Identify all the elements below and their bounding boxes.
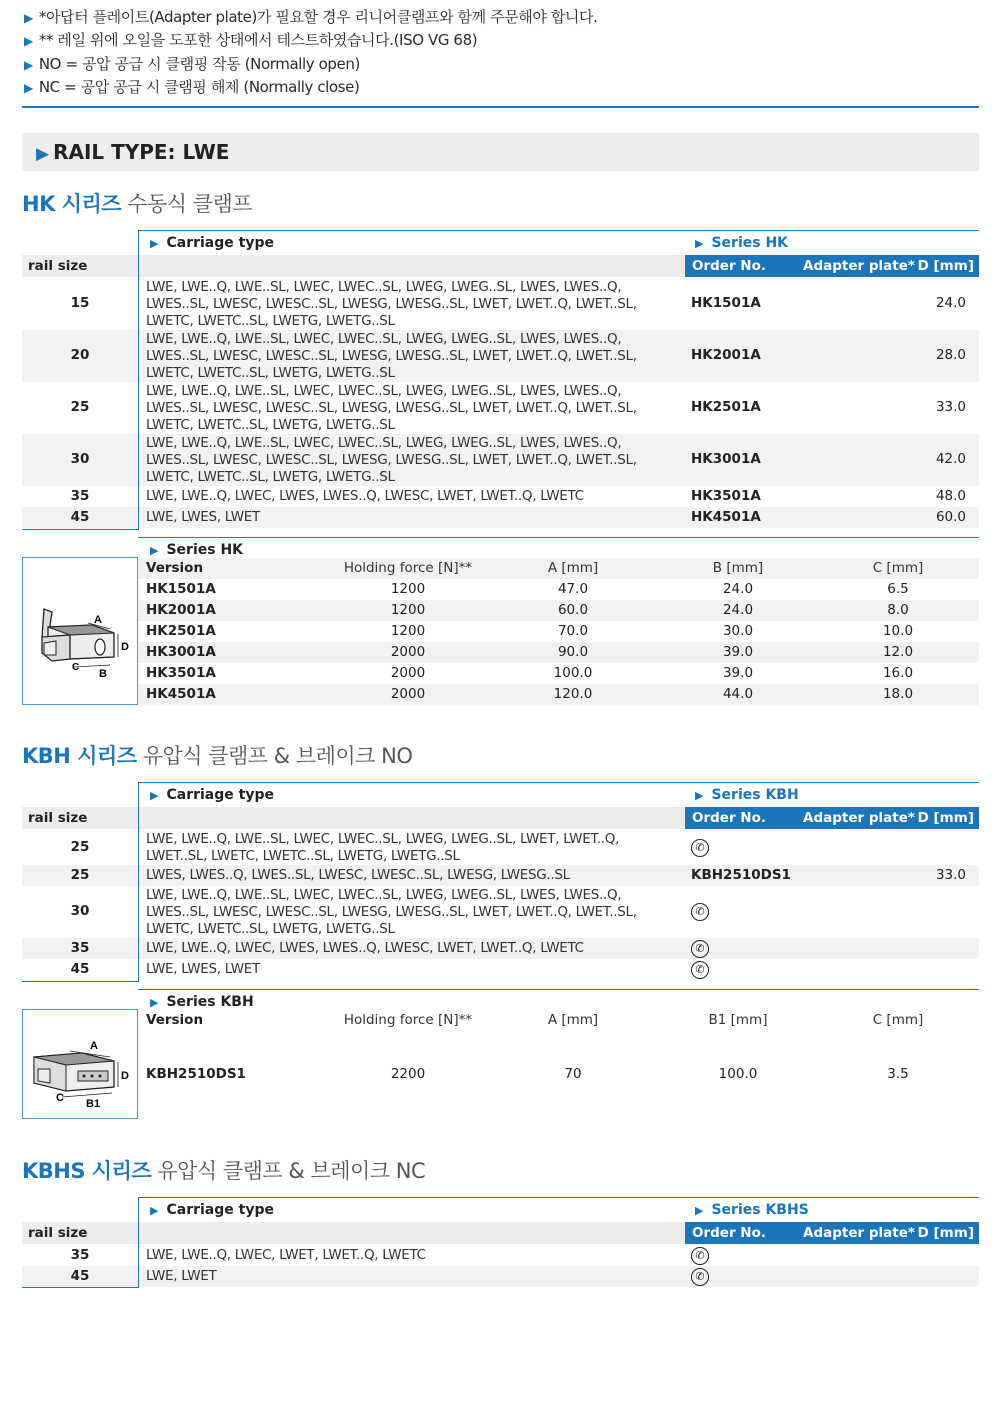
table-row xyxy=(22,382,979,434)
carriage-types-cell: LWE, LWE..Q, LWE..SL, LWEC, LWEC..SL, LWEG, LWEG..SL, LWET, LWET..Q, LWET..SL, LWETC, LWETC..SL, LWETG, LWETG..SL xyxy=(146,831,620,864)
version-row xyxy=(138,642,979,663)
carriage-types-cell: LWE, LWES, LWET xyxy=(146,509,260,525)
rail-size-cell: 35 xyxy=(70,1247,90,1263)
table-header: ▶ Carriage type ▶ Series HK xyxy=(138,230,979,254)
note: ▶ ** 레일 위에 오일을 도포한 상태에서 테스트하였습니다.(ISO VG 68) xyxy=(24,31,478,50)
version-cell: 47.0 xyxy=(557,581,589,597)
hk-clamp-diagram xyxy=(22,557,138,705)
version-cell: 100.0 xyxy=(553,665,593,681)
version-cell: 60.0 xyxy=(557,602,589,618)
carriage-types-cell: LWE, LWE..Q, LWE..SL, LWEC, LWEC..SL, LWEG, LWEG..SL, LWES, LWES..Q, LWES..SL, LWESC, LWESC..SL, LWESG, LWESG..SL, LWET, LWET..Q, LWET..SL, LWETC, LWETC..SL, LWETG, LWETG..SL xyxy=(146,435,637,485)
note: ▶ NO = 공압 공급 시 클램핑 작동 (Normally open) xyxy=(24,54,360,73)
table-header: ▶ Series KBH xyxy=(138,989,979,1013)
clamp-drawing xyxy=(22,557,138,705)
version-cell: HK3001A xyxy=(146,644,216,660)
d-mm-cell: 28.0 xyxy=(935,347,966,363)
phone-icon: ✆ xyxy=(691,1247,709,1265)
version-row xyxy=(138,684,979,705)
carriage-types-cell: LWE, LWE..Q, LWE..SL, LWEC, LWEC..SL, LWEG, LWEG..SL, LWES, LWES..Q, LWES..SL, LWESC, LWESC..SL, LWESG, LWESG..SL, LWET, LWET..Q, LWET..SL, LWETC, LWETC..SL, LWETG, LWETG..SL xyxy=(146,331,637,381)
d-mm-cell: 33.0 xyxy=(935,399,966,415)
carriage-types-cell: LWE, LWE..Q, LWE..SL, LWEC, LWEC..SL, LWEG, LWEG..SL, LWES, LWES..Q, LWES..SL, LWESC, LWESC..SL, LWESG, LWESG..SL, LWET, LWET..Q, LWET..SL, LWETC, LWETC..SL, LWETG, LWETG..SL xyxy=(146,887,637,937)
version-cell: HK1501A xyxy=(146,581,216,597)
triangle-icon: ▶ xyxy=(24,81,33,96)
dim-label-a: A xyxy=(90,1040,98,1052)
version-header-row: Version Holding force [N]** A [mm] B1 [mm] C [mm] xyxy=(146,1012,924,1028)
dim-label-a: A xyxy=(94,614,102,626)
dim-label-c: C xyxy=(56,1092,64,1104)
rail-size-cell: 25 xyxy=(70,399,90,415)
notes xyxy=(24,6,979,100)
table-row xyxy=(22,486,979,507)
version-cell: 16.0 xyxy=(882,665,914,681)
version-row: KBH2510DS1 2200 70 100.0 3.5 xyxy=(146,1066,909,1082)
triangle-icon: ▶ xyxy=(695,1204,704,1217)
triangle-icon: ▶ xyxy=(36,144,50,164)
carriage-types-cell: LWE, LWE..Q, LWEC, LWES, LWES..Q, LWESC, LWET, LWET..Q, LWETC xyxy=(146,940,584,956)
divider xyxy=(138,1197,139,1288)
version-row xyxy=(138,621,979,642)
kbhs-section-title: KBHS 시리즈 유압식 클램프 & 브레이크 NC xyxy=(22,1159,426,1183)
version-cell: 10.0 xyxy=(882,623,914,639)
version-row xyxy=(138,579,979,600)
d-mm-cell: 33.0 xyxy=(935,867,966,883)
triangle-icon: ▶ xyxy=(150,789,159,802)
note: ▶ NC = 공압 공급 시 클램핑 해제 (Normally close) xyxy=(24,78,360,97)
version-cell: 24.0 xyxy=(722,581,754,597)
triangle-icon: ▶ xyxy=(24,57,33,72)
d-mm-cell: 60.0 xyxy=(935,509,966,525)
d-mm-cell: 24.0 xyxy=(935,295,966,311)
order-no-cell: HK2501A xyxy=(691,399,761,415)
rail-size-cell: 45 xyxy=(70,1268,90,1284)
phone-icon: ✆ xyxy=(691,940,709,958)
rail-size-cell: 30 xyxy=(70,451,90,467)
version-cell: 30.0 xyxy=(722,623,754,639)
hk-version-table xyxy=(22,537,979,705)
version-cell: HK2501A xyxy=(146,623,216,639)
table-row xyxy=(22,865,979,886)
table-subheader: rail size Order No. Adapter plate* D [mm] xyxy=(22,807,979,829)
version-cell: 24.0 xyxy=(722,602,754,618)
table-row xyxy=(22,886,979,938)
rail-type-banner: ▶ RAIL TYPE: LWE xyxy=(22,133,979,171)
triangle-icon: ▶ xyxy=(150,996,159,1009)
carriage-types-cell: LWE, LWE..Q, LWEC, LWES, LWES..Q, LWESC, LWET, LWET..Q, LWETC xyxy=(146,488,584,504)
dim-label-d: D xyxy=(121,1070,129,1082)
table-row xyxy=(22,938,979,959)
version-row xyxy=(138,663,979,684)
kbh-clamp-diagram xyxy=(22,1009,138,1119)
version-cell: HK3501A xyxy=(146,665,216,681)
carriage-types-cell: LWE, LWE..Q, LWE..SL, LWEC, LWEC..SL, LWEG, LWEG..SL, LWES, LWES..Q, LWES..SL, LWESC, LWESC..SL, LWESG, LWESG..SL, LWET, LWET..Q, LWET..SL, LWETC, LWETC..SL, LWETG, LWETG..SL xyxy=(146,279,637,329)
version-cell: 39.0 xyxy=(722,665,754,681)
triangle-icon: ▶ xyxy=(695,789,704,802)
table-row xyxy=(22,434,979,486)
divider xyxy=(22,981,139,982)
hk-carriage-table xyxy=(22,230,979,530)
triangle-icon: ▶ xyxy=(24,11,33,25)
rail-size-cell: 15 xyxy=(70,295,90,311)
version-cell: 12.0 xyxy=(882,644,914,660)
table-header: ▶ Carriage type ▶ Series KBHS xyxy=(138,1197,979,1221)
divider xyxy=(138,782,139,982)
dim-label-c: C xyxy=(72,662,80,673)
table-row xyxy=(22,1266,979,1287)
table-subheader: rail size Order No. Adapter plate* D [mm] xyxy=(22,1222,979,1244)
version-cell: 6.5 xyxy=(887,581,909,597)
version-cell: 1200 xyxy=(390,581,426,597)
order-no-cell: HK1501A xyxy=(691,295,761,311)
rail-size-cell: 25 xyxy=(70,867,90,883)
rail-size-cell: 45 xyxy=(70,509,90,525)
order-header-bar: Order No. Adapter plate* D [mm] xyxy=(685,807,979,829)
d-mm-cell: 48.0 xyxy=(935,488,966,504)
carriage-types-cell: LWE, LWES, LWET xyxy=(146,961,260,977)
version-cell: 2000 xyxy=(390,665,426,681)
carriage-types-cell: LWES, LWES..Q, LWES..SL, LWESC, LWESC..SL, LWESG, LWESG..SL xyxy=(146,867,570,883)
version-cell: 70.0 xyxy=(557,623,589,639)
rail-size-cell: 20 xyxy=(70,347,90,363)
carriage-types-cell: LWE, LWE..Q, LWE..SL, LWEC, LWEC..SL, LWEG, LWEG..SL, LWES, LWES..Q, LWES..SL, LWESC, LWESC..SL, LWESG, LWESG..SL, LWET, LWET..Q, LWET..SL, LWETC, LWETC..SL, LWETG, LWETG..SL xyxy=(146,383,637,433)
version-cell: 18.0 xyxy=(882,686,914,702)
version-cell: 120.0 xyxy=(553,686,593,702)
note: ▶ *아답터 플레이트(Adapter plate)가 필요할 경우 리니어클램프와 함께 주문해야 합니다. xyxy=(24,8,598,26)
triangle-icon: ▶ xyxy=(695,237,704,250)
phone-icon: ✆ xyxy=(691,961,709,979)
table-subheader: rail size Order No. Adapter plate* D [mm] xyxy=(22,255,979,277)
table-header: ▶ Series HK xyxy=(138,537,979,561)
rail-size-cell: 45 xyxy=(70,961,90,977)
version-cell: 44.0 xyxy=(722,686,754,702)
version-cell: 1200 xyxy=(390,602,426,618)
triangle-icon: ▶ xyxy=(150,1204,159,1217)
version-cell: 2000 xyxy=(390,686,426,702)
d-mm-cell: 42.0 xyxy=(935,451,966,467)
divider xyxy=(138,230,139,530)
version-cell: 1200 xyxy=(390,623,426,639)
kbh-version-table xyxy=(22,989,979,1119)
version-cell: 90.0 xyxy=(557,644,589,660)
triangle-icon: ▶ xyxy=(24,34,33,49)
version-row xyxy=(138,600,979,621)
version-cell: HK4501A xyxy=(146,686,216,702)
triangle-icon: ▶ xyxy=(150,237,159,250)
carriage-types-cell: LWE, LWET xyxy=(146,1268,217,1284)
dim-label-b1: B1 xyxy=(86,1098,101,1110)
hk-section-title: HK 시리즈 수동식 클램프 xyxy=(22,192,253,216)
rail-size-cell: 35 xyxy=(70,940,90,956)
rail-size-cell: 35 xyxy=(70,488,90,504)
version-cell: 8.0 xyxy=(887,602,909,618)
table-row xyxy=(22,507,979,528)
table-header: ▶ Carriage type ▶ Series KBH xyxy=(138,782,979,806)
divider xyxy=(22,1287,139,1288)
version-cell: 39.0 xyxy=(722,644,754,660)
divider xyxy=(22,529,139,530)
order-header-bar: Order No. Adapter plate* D [mm] xyxy=(685,255,979,277)
version-header-row: Version Holding force [N]** A [mm] B [mm] C [mm] xyxy=(138,558,979,579)
version-cell: 2000 xyxy=(390,644,426,660)
order-no-cell: KBH2510DS1 xyxy=(691,867,791,883)
phone-icon: ✆ xyxy=(691,903,709,921)
triangle-icon: ▶ xyxy=(150,544,159,557)
order-no-cell: HK2001A xyxy=(691,347,761,363)
table-row xyxy=(22,959,979,980)
kbhs-carriage-table xyxy=(22,1197,979,1288)
table-row xyxy=(22,278,979,330)
clamp-drawing xyxy=(22,1009,138,1119)
dim-label-d: D xyxy=(121,641,129,653)
rail-size-cell: 25 xyxy=(70,839,90,855)
order-header-bar: Order No. Adapter plate* D [mm] xyxy=(685,1222,979,1244)
carriage-types-cell: LWE, LWE..Q, LWEC, LWET, LWET..Q, LWETC xyxy=(146,1247,426,1263)
order-no-cell: HK4501A xyxy=(691,509,761,525)
dim-label-b: B xyxy=(99,668,107,680)
version-cell: HK2001A xyxy=(146,602,216,618)
table-row xyxy=(22,1245,979,1266)
kbh-carriage-table xyxy=(22,782,979,982)
phone-icon: ✆ xyxy=(691,1268,709,1286)
table-row xyxy=(22,330,979,382)
order-no-cell: HK3501A xyxy=(691,488,761,504)
divider xyxy=(22,106,979,108)
kbh-section-title: KBH 시리즈 유압식 클램프 & 브레이크 NO xyxy=(22,744,413,768)
phone-icon: ✆ xyxy=(691,839,709,857)
order-no-cell: HK3001A xyxy=(691,451,761,467)
table-row xyxy=(22,830,979,865)
rail-size-cell: 30 xyxy=(70,903,90,919)
